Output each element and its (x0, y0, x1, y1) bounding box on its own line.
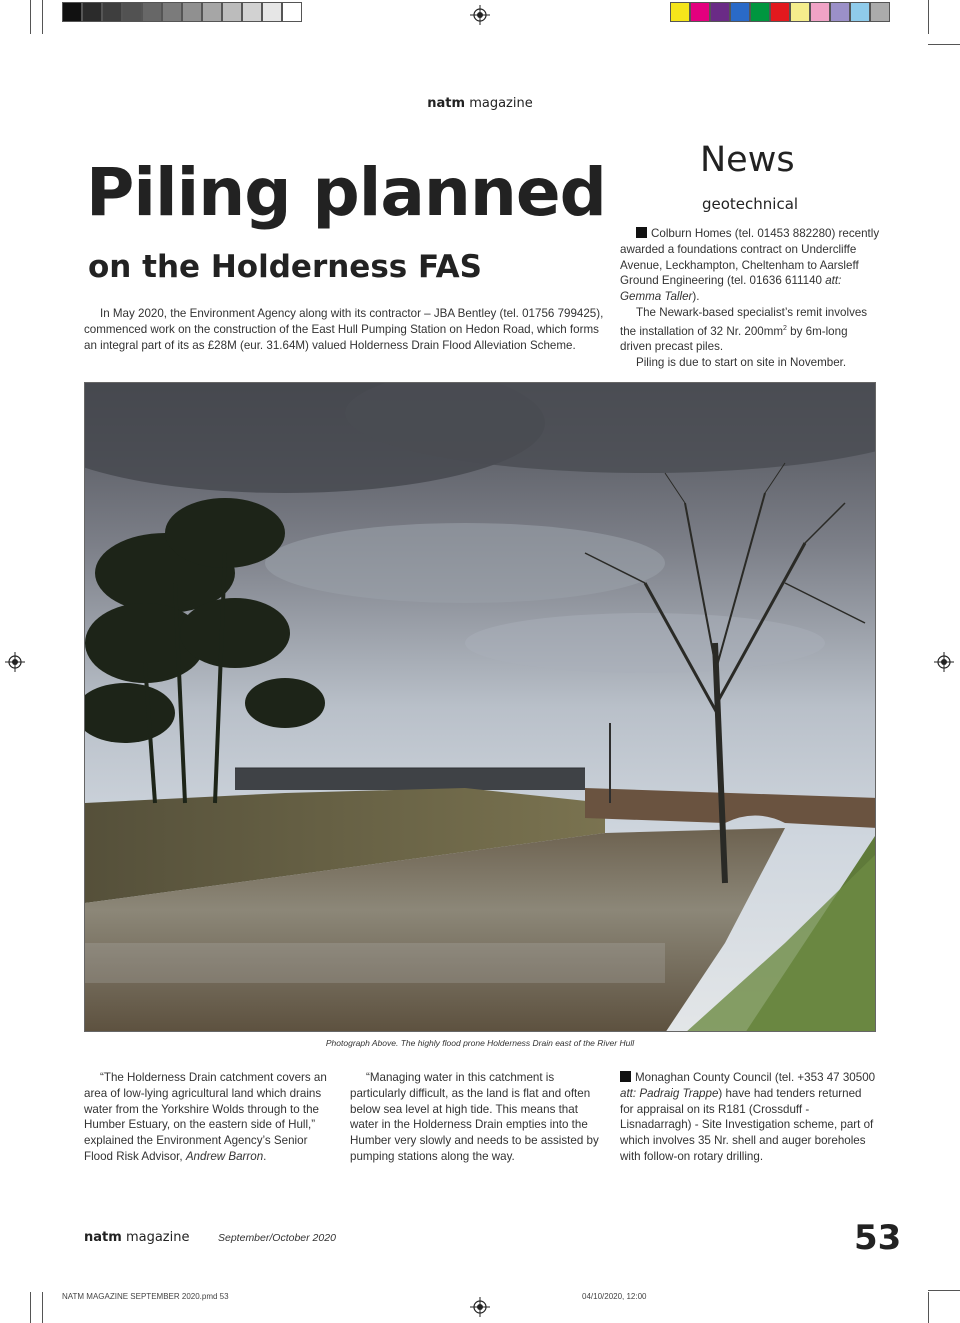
process-color-swatch (850, 2, 870, 22)
intro-text: In May 2020, the Environment Agency along with its contractor – JBA Bentley (tel. 01756 799425), commenced work on the construction of the East Hull Pumping Station on Hedon Road, which forms an integral part of its as £28M (eur. 31.64M) valued Holderness Drain Flood Alleviation Scheme. (84, 307, 604, 352)
footer-suffix: magazine (125, 1230, 190, 1245)
process-color-swatch (790, 2, 810, 22)
crop-mark-tr-v (928, 0, 929, 34)
grey-swatch (142, 2, 162, 22)
footer-brand: natm (84, 1230, 122, 1245)
crop-mark-tr-h (928, 44, 960, 45)
col1-paragraph (84, 1070, 336, 1165)
bullet-square-icon (620, 1071, 631, 1082)
grey-swatch (202, 2, 222, 22)
footer-masthead (84, 1230, 189, 1245)
grey-swatch (122, 2, 142, 22)
registration-mark-left-icon (5, 652, 25, 672)
grey-swatch (222, 2, 242, 22)
headline: Piling planned (86, 154, 606, 231)
news-item-colburn-p3: Piling is due to start on site in November. (636, 356, 847, 370)
column-3 (620, 1070, 876, 1165)
registration-mark-bottom-icon (470, 1297, 490, 1317)
process-color-swatch (750, 2, 770, 22)
crop-mark-tl-v (30, 0, 31, 34)
section-tag: geotechnical (702, 195, 799, 213)
news1-p2b: by 6m-long driven precast piles. (620, 324, 848, 354)
news1-contact: att: Gemma Taller (620, 274, 842, 304)
crop-mark-bl-v (30, 1292, 31, 1323)
news-item-colburn-p2 (620, 305, 880, 355)
registration-mark-right-icon (934, 652, 954, 672)
col3-text-b: ) have had tenders returned for appraisal on its R181 (Crossduff - Lisnadarragh) - Site Investigation scheme, part of which involves 35 Nr. shell and auger boreholes with follow-on rotary drilling. (620, 1086, 874, 1163)
section-title: News (700, 140, 795, 180)
crop-mark-br-v (928, 1292, 929, 1323)
crop-mark-tl-v2 (42, 0, 43, 34)
col2-paragraph: “Managing water in this catchment is particularly difficult, as the land is flat and often below sea level at high tide. This means that water in the Holderness Drain empties into the Humber very slowly and needs to be assisted by pumping stations along the way. (350, 1071, 599, 1163)
col3-paragraph (620, 1070, 876, 1165)
print-slug-stamp: 04/10/2020, 12:00 (582, 1292, 647, 1301)
grey-swatch (82, 2, 102, 22)
grey-swatch (162, 2, 182, 22)
grey-swatch (62, 2, 82, 22)
grey-swatch (262, 2, 282, 22)
column-2 (350, 1070, 606, 1165)
subheadline: on the Holderness FAS (88, 249, 482, 285)
intro-paragraph (84, 306, 604, 353)
col3-contact: att: Padraig Trappe (620, 1086, 719, 1100)
col1-person: Andrew Barron (185, 1149, 264, 1163)
masthead (0, 96, 960, 111)
color-calibration-bar (670, 2, 890, 22)
process-color-swatch (810, 2, 830, 22)
issue-date: September/October 2020 (218, 1232, 336, 1244)
grey-swatch (102, 2, 122, 22)
grey-swatch (182, 2, 202, 22)
masthead-brand: natm (427, 96, 466, 111)
col3-text-a: Monaghan County Council (tel. +353 47 30500 (635, 1071, 876, 1084)
landscape-photo (84, 382, 876, 1032)
process-color-swatch (670, 2, 690, 22)
holderness-drain-photo (85, 383, 876, 1032)
col1-end: . (263, 1149, 267, 1163)
masthead-suffix: magazine (469, 96, 533, 111)
grey-swatch (242, 2, 262, 22)
news-item-colburn (620, 226, 880, 371)
news1-text: Colburn Homes (tel. 01453 882280) recently awarded a foundations contract on Undercliffe Avenue, Leckhampton, Cheltenham to Aarsleff Ground Engineering (tel. 01636 611140 (620, 227, 880, 288)
col1-text: “The Holderness Drain catchment covers an area of low-lying agricultural land which drains water from the Yorkshire Wolds through to the Humber Estuary, on the eastern side of Hull,” explained the Environment Agency’s Senior Flood Risk Advisor, (84, 1071, 327, 1163)
crop-mark-bl-v2 (42, 1292, 43, 1323)
process-color-swatch (830, 2, 850, 22)
grey-calibration-bar (62, 2, 302, 22)
process-color-swatch (870, 2, 890, 22)
column-1 (84, 1070, 336, 1165)
photo-caption: Photograph Above. The highly flood prone Holderness Drain east of the River Hull (325, 1038, 635, 1048)
registration-mark-top-icon (470, 5, 490, 25)
crop-mark-br-h (928, 1290, 960, 1291)
print-slug-file: NATM MAGAZINE SEPTEMBER 2020.pmd 53 (62, 1292, 229, 1301)
process-color-swatch (690, 2, 710, 22)
process-color-swatch (770, 2, 790, 22)
page-number: 53 (854, 1218, 902, 1258)
news1-p2a: The Newark-based specialist’s remit involves the installation of 32 Nr. 200mm (620, 305, 868, 338)
bullet-square-icon (636, 227, 647, 238)
news-item-colburn-p1 (620, 226, 880, 305)
news1-end: ). (692, 290, 700, 304)
grey-swatch (282, 2, 302, 22)
process-color-swatch (710, 2, 730, 22)
process-color-swatch (730, 2, 750, 22)
news1-sup: 2 (783, 324, 787, 332)
